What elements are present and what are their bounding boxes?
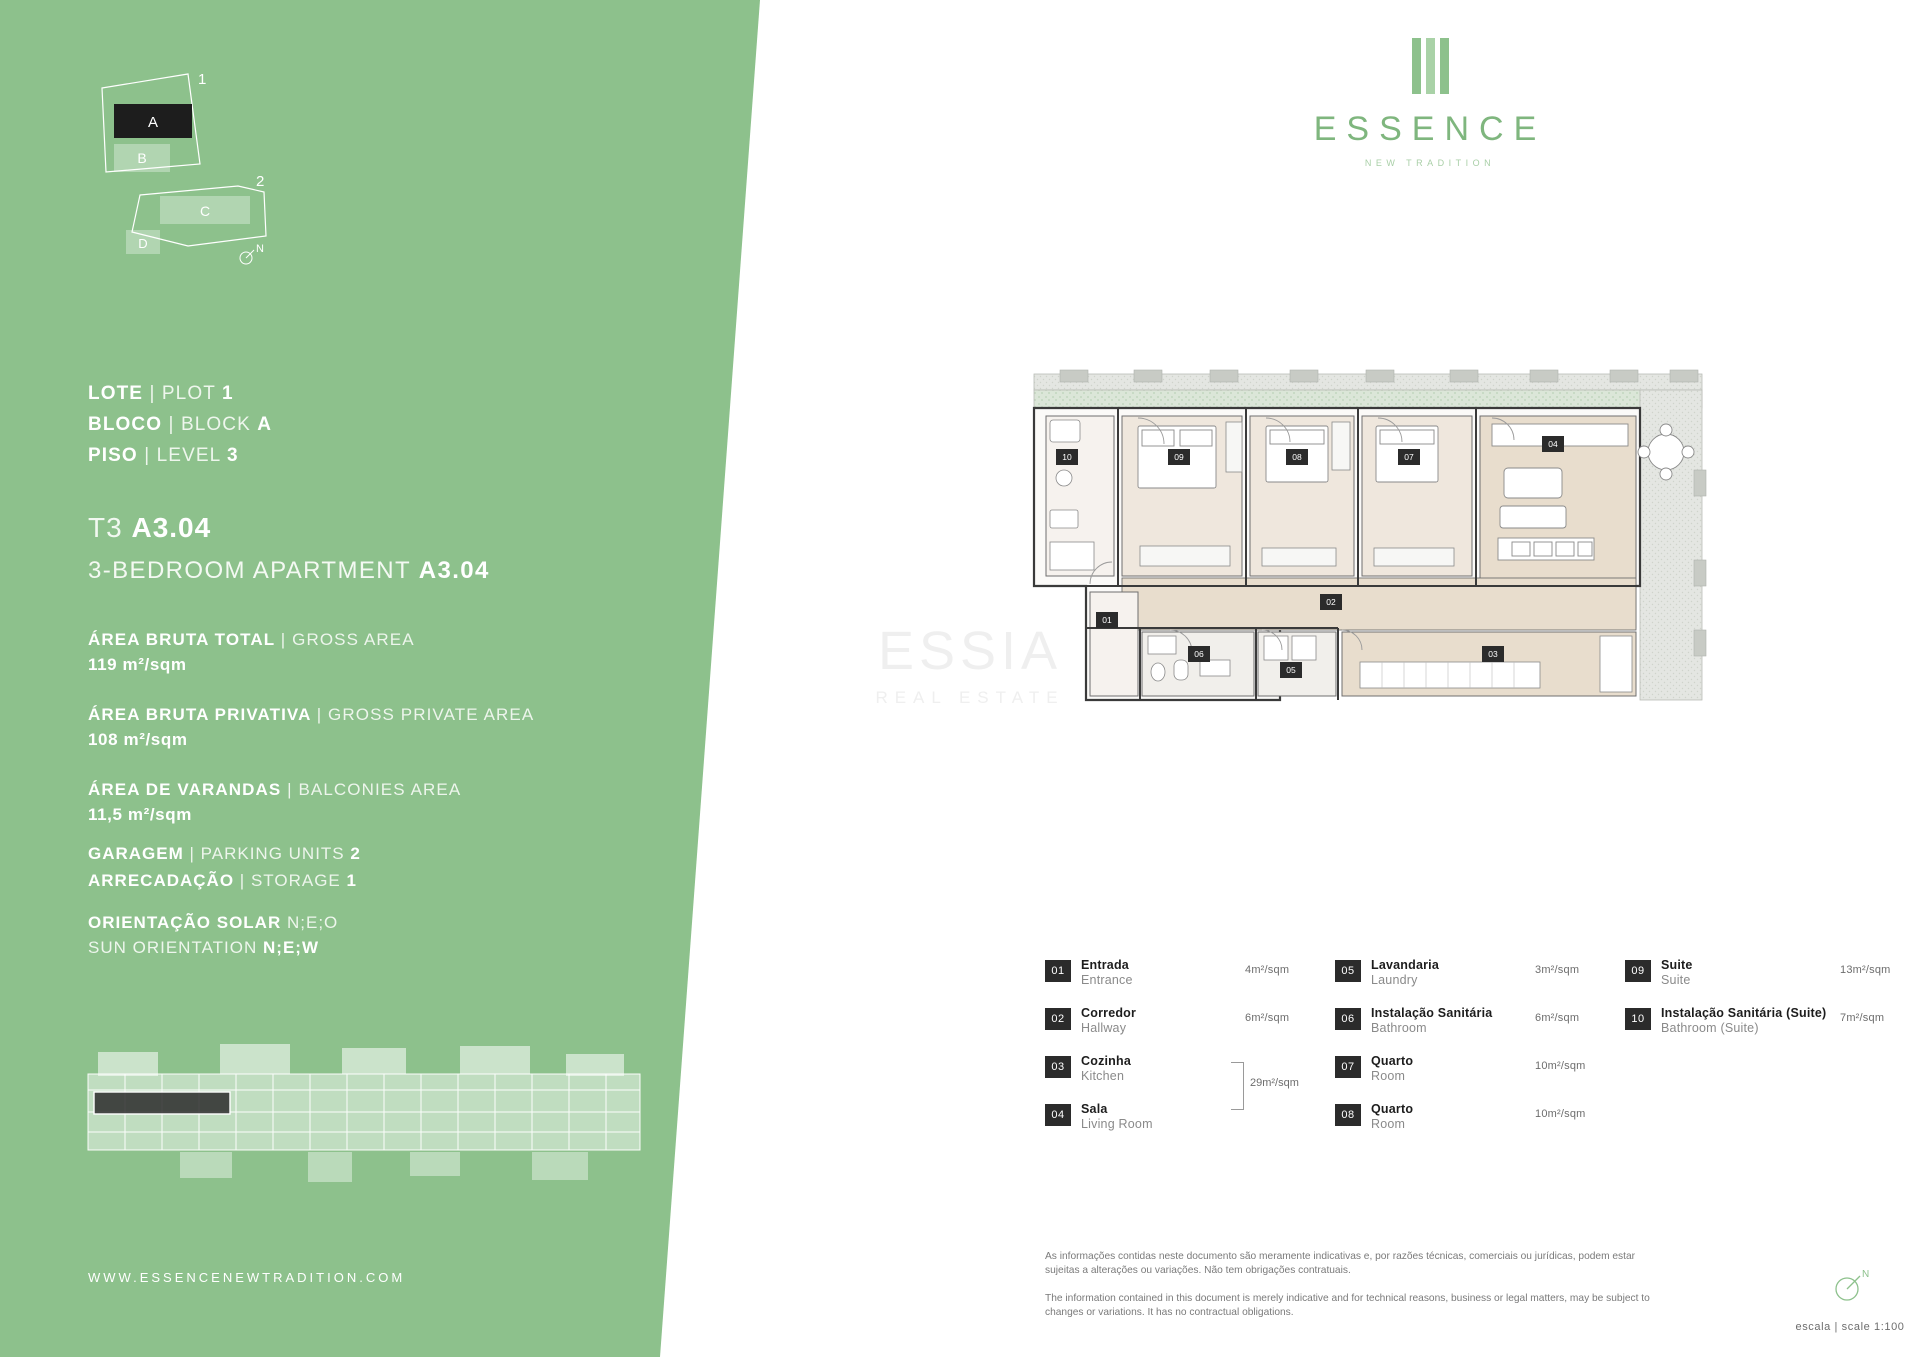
legend-label-en: Room — [1371, 1069, 1406, 1083]
legend-label-en: Entrance — [1081, 973, 1133, 987]
legend-label-en: Bathroom — [1371, 1021, 1427, 1035]
identification-row: BLOCO | BLOCK A — [88, 414, 273, 435]
legend-bracket-area: 29m²/sqm — [1250, 1077, 1299, 1089]
legend-column-3 — [1625, 960, 1915, 1056]
watermark-line1: ESSIA — [877, 621, 1063, 681]
svg-text:2: 2 — [256, 173, 265, 190]
legend-area: 7m²/sqm — [1840, 1012, 1885, 1024]
legend-area: 13m²/sqm — [1840, 964, 1891, 976]
area-item: ÁREA BRUTA PRIVATIVA | GROSS PRIVATE AREA 108 m²/sqm — [88, 705, 535, 749]
legend-label-pt: Instalação Sanitária — [1371, 1006, 1493, 1020]
legend-number: 07 — [1335, 1056, 1361, 1078]
legend-label-en: Kitchen — [1081, 1069, 1125, 1083]
typology-pt-code: A3.04 — [131, 512, 212, 543]
legend-item — [1045, 1104, 1335, 1152]
legend-label-pt: Suite — [1661, 958, 1693, 972]
floorplan-drawing — [1030, 360, 1840, 785]
legend-label-pt: Sala — [1081, 1102, 1108, 1116]
legend-label-en: Suite — [1661, 973, 1691, 987]
legend-area: 10m²/sqm — [1535, 1108, 1586, 1120]
scale-block — [1790, 1265, 1910, 1333]
area-item: ÁREA DE VARANDAS | BALCONIES AREA 11,5 m²/sqm — [88, 780, 462, 824]
logo-bars-icon — [1290, 38, 1570, 94]
area-item: ÁREA BRUTA TOTAL | GROSS AREA 119 m²/sqm — [88, 630, 415, 674]
svg-text:N: N — [256, 243, 264, 255]
svg-text:N: N — [1862, 1269, 1870, 1280]
legend-column-1 — [1045, 960, 1335, 1152]
scale-text: escala | scale 1:100 — [1795, 1321, 1905, 1333]
identification-row: PISO | LEVEL 3 — [88, 445, 239, 466]
legend-number: 09 — [1625, 960, 1651, 982]
typology-en-code: A3.04 — [418, 557, 490, 584]
disclaimer-pt: As informações contidas neste documento são meramente indicativas e, por razões técnicas, comerciais ou jurídicas, podem estar sujeitas a alterações ou variações. Não tem obrigações contratuais. — [1045, 1251, 1636, 1276]
legend-number: 06 — [1335, 1008, 1361, 1030]
legend-bracket — [1231, 1062, 1244, 1110]
disclaimer — [1045, 1250, 1665, 1334]
identification-block — [88, 378, 272, 471]
svg-text:07: 07 — [1404, 452, 1414, 462]
legend-area: 6m²/sqm — [1245, 1012, 1290, 1024]
sun-orientation-block — [88, 910, 338, 960]
sun-orientation-value-en: N;E;W — [263, 938, 319, 957]
sun-orientation-value-pt: N;E;O — [286, 913, 339, 932]
legend-column-2 — [1335, 960, 1625, 1152]
svg-text:05: 05 — [1286, 665, 1296, 675]
legend-item — [1045, 960, 1335, 1008]
left-panel-content — [0, 0, 760, 1357]
svg-text:02: 02 — [1326, 597, 1336, 607]
legend-label-pt: Lavandaria — [1371, 958, 1440, 972]
logo-name: ESSENCE — [1313, 110, 1547, 148]
svg-text:C: C — [199, 203, 211, 219]
legend-item — [1335, 1104, 1625, 1152]
svg-text:08: 08 — [1292, 452, 1302, 462]
typology-en-type: 3-BEDROOM APARTMENT — [88, 557, 411, 584]
legend-item — [1625, 1008, 1915, 1056]
svg-text:B: B — [137, 150, 147, 166]
legend-label-en: Hallway — [1081, 1021, 1127, 1035]
svg-text:06: 06 — [1194, 649, 1204, 659]
legend-number: 10 — [1625, 1008, 1651, 1030]
legend-label-pt: Quarto — [1371, 1102, 1414, 1116]
svg-text:03: 03 — [1488, 649, 1498, 659]
legend-number: 02 — [1045, 1008, 1071, 1030]
website-url[interactable]: WWW.ESSENCENEWTRADITION.COM — [88, 1270, 406, 1285]
legend-area: 3m²/sqm — [1535, 964, 1580, 976]
legend-label-pt: Corredor — [1081, 1006, 1137, 1020]
typology-pt-type: T3 — [88, 512, 123, 543]
sun-orientation-label-pt: ORIENTAÇÃO SOLAR — [88, 913, 282, 932]
legend-label-pt: Cozinha — [1081, 1054, 1132, 1068]
identification-row: LOTE | PLOT 1 — [88, 383, 234, 404]
svg-text:09: 09 — [1174, 452, 1184, 462]
watermark-line2: REAL ESTATE — [875, 688, 1065, 707]
svg-text:1: 1 — [198, 71, 207, 88]
legend-item — [1335, 1056, 1625, 1104]
legend-label-en: Bathroom (Suite) — [1661, 1021, 1759, 1035]
areas-block — [88, 630, 534, 825]
extras-row: GARAGEM | PARKING UNITS 2 — [88, 844, 361, 863]
svg-text:A: A — [147, 114, 159, 131]
legend-area: 10m²/sqm — [1535, 1060, 1586, 1072]
extras-block — [88, 840, 361, 894]
legend-number: 04 — [1045, 1104, 1071, 1126]
legend-item — [1335, 960, 1625, 1008]
logo-tagline: NEW TRADITION — [1364, 158, 1496, 168]
legend-item — [1045, 1008, 1335, 1056]
north-arrow-icon — [1829, 1265, 1871, 1307]
site-key-map — [88, 60, 348, 290]
legend-number: 05 — [1335, 960, 1361, 982]
typology-block — [88, 512, 490, 585]
legend-area: 4m²/sqm — [1245, 964, 1290, 976]
essence-logo — [1290, 38, 1570, 168]
legend-number: 03 — [1045, 1056, 1071, 1078]
legend-label-en: Laundry — [1371, 973, 1418, 987]
legend-area: 6m²/sqm — [1535, 1012, 1580, 1024]
legend-label-pt: Instalação Sanitária (Suite) — [1661, 1006, 1827, 1020]
sun-orientation-label-en: SUN ORIENTATION — [88, 938, 258, 957]
svg-text:04: 04 — [1548, 439, 1558, 449]
legend-label-pt: Quarto — [1371, 1054, 1414, 1068]
svg-text:D: D — [138, 236, 148, 251]
svg-text:10: 10 — [1062, 452, 1072, 462]
legend-label-en: Living Room — [1081, 1117, 1153, 1131]
svg-text:01: 01 — [1102, 615, 1112, 625]
legend-label-en: Room — [1371, 1117, 1406, 1131]
disclaimer-en: The information contained in this document is merely indicative and for technical reasons, business or legal matters, may be subject to changes or variations. It has no contractual obligations. — [1045, 1293, 1650, 1318]
legend-item — [1335, 1008, 1625, 1056]
legend-number: 08 — [1335, 1104, 1361, 1126]
legend-label-pt: Entrada — [1081, 958, 1129, 972]
legend-item — [1625, 960, 1915, 1008]
building-elevation-diagram — [80, 1030, 660, 1190]
extras-row: ARRECADAÇÃO | STORAGE 1 — [88, 871, 357, 890]
legend-number: 01 — [1045, 960, 1071, 982]
